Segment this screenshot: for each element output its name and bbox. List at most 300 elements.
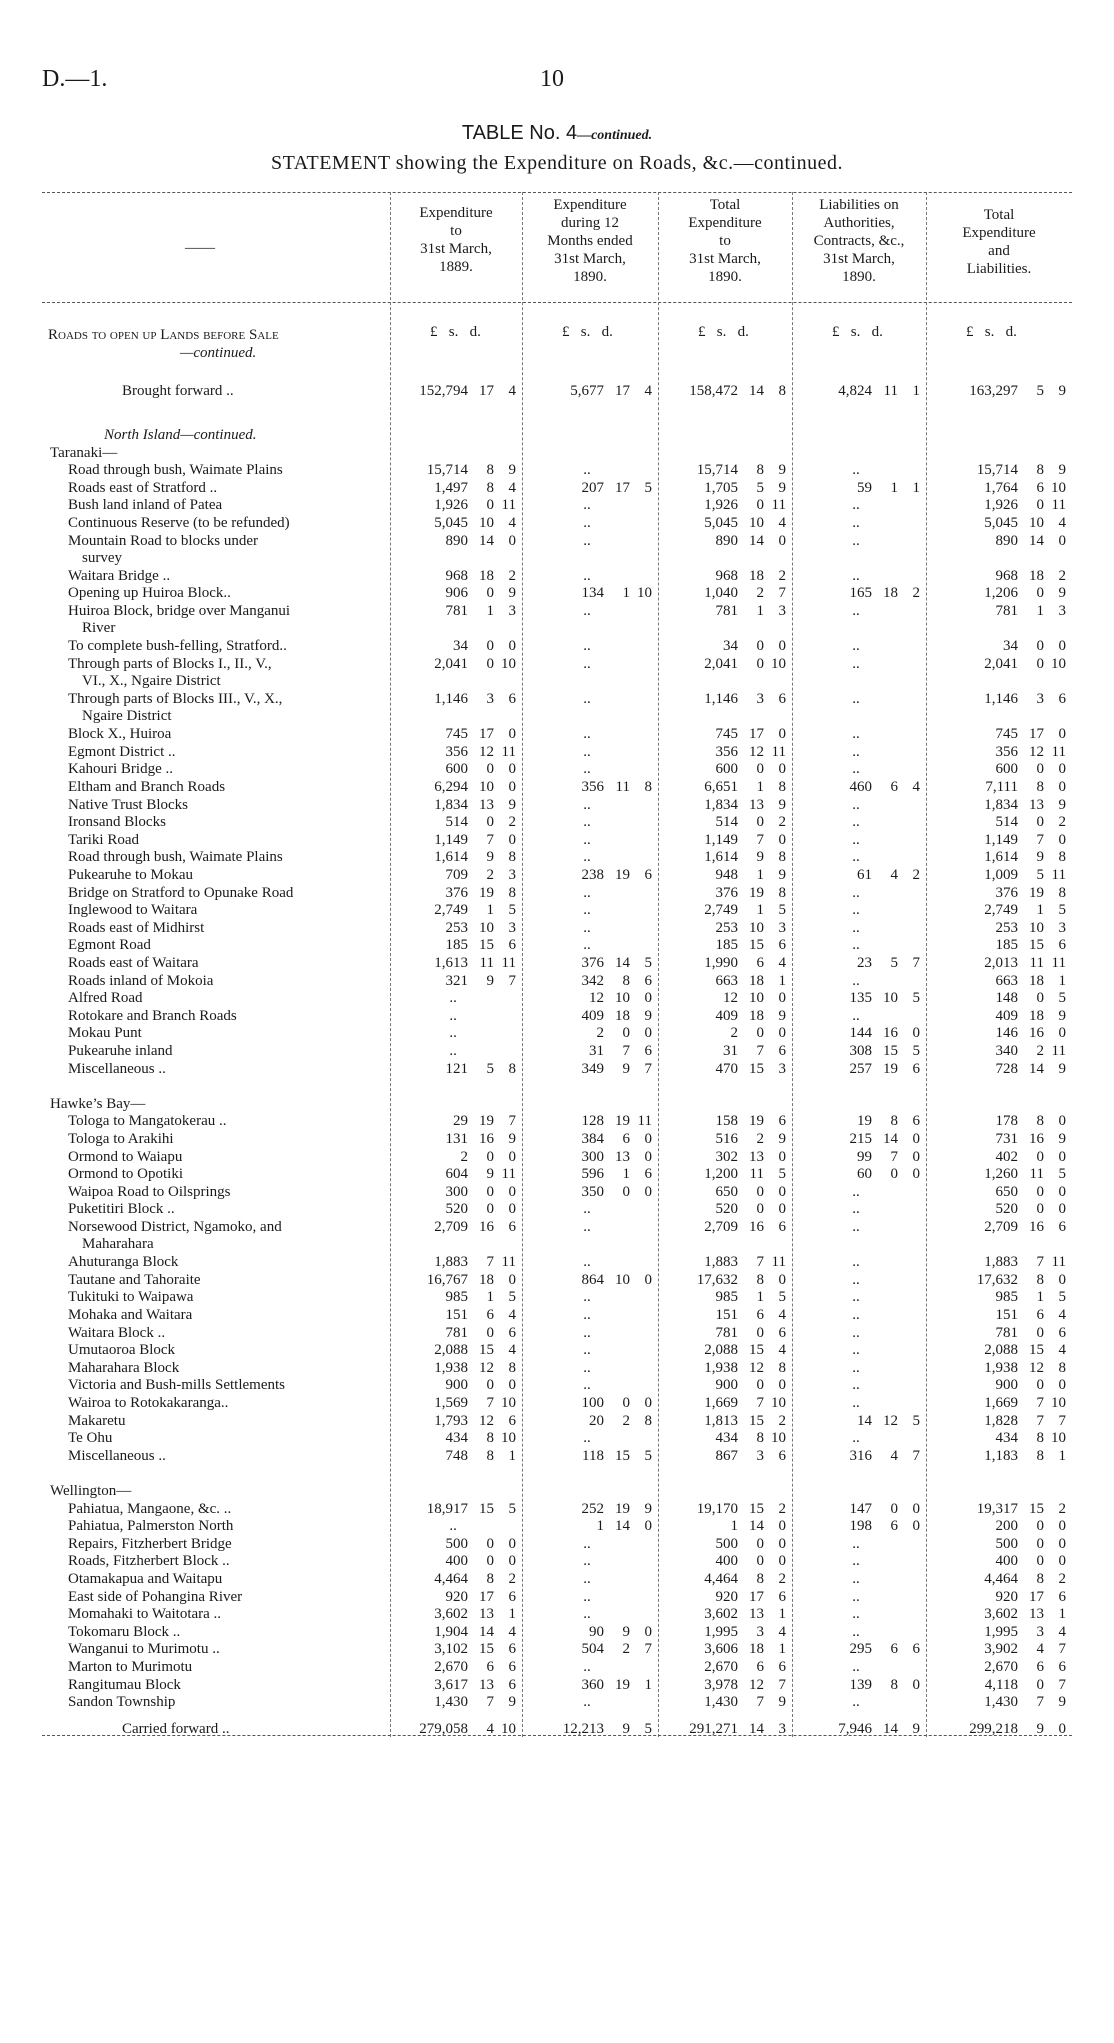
row-label: Roads east of Midhirst [68, 919, 205, 936]
cell-pounds: 7,111 [985, 779, 1018, 795]
cell-shillings: 12 [749, 1359, 764, 1376]
cell-shillings: 16 [749, 1219, 764, 1235]
cell-pence: 11 [501, 1166, 516, 1183]
cell-shillings: 10 [749, 515, 764, 531]
cell-pounds: 781 [445, 603, 468, 619]
cell-pounds: 178 [995, 1113, 1018, 1130]
table-row [0, 567, 1114, 585]
empty-cell-dots: .. [852, 1271, 860, 1288]
cell-pounds: 2,670 [434, 1659, 468, 1675]
cell-pence: 4 [778, 1342, 786, 1359]
cell-pence: 8 [508, 1060, 516, 1077]
row-label: Taranaki— [50, 444, 118, 461]
table-row [0, 778, 1114, 796]
cell-pounds: 295 [849, 1641, 872, 1658]
cell-pence: 7 [1058, 1412, 1066, 1429]
row-label: Tariki Road [68, 831, 140, 848]
region-heading [0, 444, 1114, 462]
cell-pence: 0 [1058, 1271, 1066, 1288]
cell-shillings: 13 [479, 796, 494, 813]
empty-cell-dots: .. [852, 1359, 860, 1376]
cell-shillings: 0 [486, 655, 494, 672]
cell-shillings: 14 [883, 1131, 898, 1147]
cell-pence: 10 [501, 1720, 516, 1737]
cell-pounds: 340 [995, 1043, 1018, 1059]
table-row [0, 1060, 1114, 1078]
cell-shillings: 1 [756, 1289, 764, 1306]
cell-pence: 4 [508, 383, 516, 399]
cell-shillings: 11 [749, 1166, 764, 1183]
row-label: Repairs, Fitzherbert Bridge [68, 1535, 232, 1552]
column-header-line: 1890. [708, 269, 742, 285]
cell-pounds: 4,464 [984, 1571, 1018, 1587]
cell-pence: 10 [501, 1430, 516, 1447]
cell-pence: 8 [778, 779, 786, 795]
cell-shillings: 5 [486, 1060, 494, 1077]
cell-pence: 9 [1058, 585, 1066, 602]
row-label: Roads east of Stratford .. [68, 479, 218, 496]
cell-pence: 6 [912, 1113, 920, 1130]
empty-cell-dots: .. [583, 603, 591, 619]
cell-pounds: 4,824 [838, 383, 872, 399]
row-label: Rotokare and Branch Roads [68, 1007, 237, 1024]
cell-pounds: 19,170 [696, 1500, 738, 1517]
cell-pounds: 781 [995, 603, 1018, 619]
cell-pence: 2 [1058, 567, 1066, 584]
cell-shillings: 10 [749, 990, 764, 1007]
currency-units: £ s. d. [698, 324, 749, 340]
cell-shillings: 11 [1029, 955, 1044, 971]
cell-shillings: 3 [756, 1623, 764, 1640]
row-label: Te Ohu [68, 1430, 113, 1447]
table-row [0, 1112, 1114, 1130]
cell-shillings: 13 [1029, 796, 1044, 813]
cell-shillings: 9 [756, 849, 764, 866]
cell-pounds: 906 [445, 585, 468, 602]
empty-cell-dots: .. [852, 743, 860, 760]
cell-shillings: 8 [1036, 1271, 1044, 1288]
cell-pence: 8 [778, 849, 786, 866]
cell-shillings: 8 [756, 1430, 764, 1447]
cell-shillings: 6 [890, 1518, 898, 1535]
table-row [0, 655, 1114, 689]
row-label: Wanganui to Murimotu .. [68, 1641, 220, 1658]
cell-shillings: 2 [756, 585, 764, 602]
cell-shillings: 18 [749, 1641, 764, 1658]
empty-cell-dots: .. [583, 638, 591, 655]
column-divider [658, 192, 659, 1737]
cell-pence: 0 [1058, 532, 1066, 549]
cell-pence: 0 [778, 1553, 786, 1570]
table-row [0, 1130, 1114, 1148]
cell-pounds: 163,297 [969, 383, 1018, 399]
cell-pence: 0 [1058, 831, 1066, 848]
cell-pence: 6 [912, 1060, 920, 1077]
empty-cell-dots: .. [852, 919, 860, 936]
cell-shillings: 14 [615, 955, 630, 971]
column-header-line: Expenditure [962, 225, 1036, 241]
cell-pence: 3 [778, 1060, 786, 1077]
empty-cell-dots: .. [583, 919, 591, 936]
cell-shillings: 11 [1029, 1166, 1044, 1183]
empty-cell-dots: .. [449, 1025, 457, 1042]
cell-shillings: 8 [486, 1571, 494, 1587]
row-label: Egmont Road [68, 937, 151, 954]
cell-pence: 1 [778, 1641, 786, 1658]
row-label: Tologa to Arakihi [68, 1131, 174, 1147]
cell-shillings: 8 [486, 1447, 494, 1464]
cell-pence: 2 [778, 1412, 786, 1429]
cell-pence: 9 [778, 1007, 786, 1024]
cell-pence: 0 [1058, 1025, 1066, 1042]
cell-pence: 11 [771, 743, 786, 760]
cell-pounds: 409 [995, 1007, 1018, 1024]
cell-pounds: 400 [445, 1553, 468, 1570]
cell-pence: 5 [778, 1166, 786, 1183]
cell-shillings: 2 [486, 867, 494, 883]
cell-pence: 6 [1058, 1324, 1066, 1341]
cell-shillings: 0 [486, 1148, 494, 1165]
empty-cell-dots: .. [449, 1007, 457, 1024]
cell-shillings: 6 [1036, 1307, 1044, 1323]
cell-shillings: 7 [1036, 1694, 1044, 1711]
cell-pence: 0 [508, 1148, 516, 1165]
cell-pounds: 948 [715, 867, 738, 883]
cell-pounds: 2,041 [984, 655, 1018, 672]
cell-pounds: 1,200 [704, 1166, 738, 1183]
cell-shillings: 12 [479, 743, 494, 760]
cell-pence: 11 [1051, 743, 1066, 760]
table-row [0, 1288, 1114, 1306]
cell-pounds: 7,946 [838, 1720, 872, 1737]
cell-pounds: 728 [995, 1060, 1018, 1077]
cell-shillings: 3 [486, 691, 494, 707]
empty-cell-dots: .. [583, 761, 591, 778]
cell-pounds: 31 [589, 1043, 604, 1059]
cell-shillings: 15 [1029, 937, 1044, 954]
cell-pounds: 920 [715, 1588, 738, 1605]
cell-shillings: 1 [1036, 1289, 1044, 1306]
cell-pounds: 128 [581, 1113, 604, 1130]
cell-shillings: 13 [479, 1676, 494, 1693]
cell-pence: 3 [508, 867, 516, 883]
cell-pounds: 890 [445, 532, 468, 549]
cell-pence: 11 [771, 497, 786, 514]
cell-shillings: 1 [486, 1289, 494, 1306]
cell-shillings: 6 [756, 955, 764, 971]
cell-shillings: 8 [890, 1113, 898, 1130]
cell-pounds: 5,677 [570, 383, 604, 399]
cell-pence: 8 [778, 383, 786, 399]
cell-pounds: 349 [581, 1060, 604, 1077]
cell-pounds: 2,709 [984, 1219, 1018, 1235]
row-label: Pahiatua, Mangaone, &c. .. [68, 1500, 232, 1517]
cell-pounds: 434 [445, 1430, 468, 1447]
cell-pence: 8 [644, 779, 652, 795]
cell-pence: 0 [1058, 779, 1066, 795]
cell-shillings: 11 [883, 383, 898, 399]
region-heading [0, 1482, 1114, 1500]
cell-shillings: 18 [749, 567, 764, 584]
cell-pounds: 1,206 [984, 585, 1018, 602]
doc-reference: D.—1. [42, 66, 108, 92]
cell-pounds: 900 [445, 1377, 468, 1394]
table-row [0, 1535, 1114, 1553]
cell-pence: 10 [771, 655, 786, 672]
cell-shillings: 0 [486, 638, 494, 655]
cell-pence: 0 [912, 1148, 920, 1165]
cell-pounds: 1,497 [434, 479, 468, 496]
cell-shillings: 1 [756, 603, 764, 619]
cell-pence: 1 [778, 972, 786, 989]
empty-cell-dots: .. [852, 761, 860, 778]
cell-pounds: 148 [995, 990, 1018, 1007]
cell-pounds: 1,995 [984, 1623, 1018, 1640]
cell-pence: 3 [508, 919, 516, 936]
cell-pounds: 1,146 [434, 691, 468, 707]
cell-shillings: 7 [486, 1254, 494, 1271]
cell-pounds: 514 [445, 814, 468, 831]
cell-pence: 6 [778, 1113, 786, 1130]
cell-shillings: 18 [479, 1271, 494, 1288]
cell-shillings: 0 [756, 1553, 764, 1570]
cell-shillings: 14 [749, 383, 764, 399]
empty-cell-dots: .. [583, 796, 591, 813]
cell-pounds: 253 [995, 919, 1018, 936]
row-label: Marton to Murimotu [68, 1659, 193, 1675]
cell-shillings: 0 [486, 1535, 494, 1552]
cell-pounds: 2,709 [434, 1219, 468, 1235]
cell-pence: 6 [644, 972, 652, 989]
cell-pounds: 600 [445, 761, 468, 778]
cell-pence: 9 [508, 585, 516, 602]
page-number: 10 [540, 66, 564, 92]
cell-pounds: 135 [849, 990, 872, 1007]
cell-pounds: 600 [995, 761, 1018, 778]
empty-cell-dots: .. [583, 1254, 591, 1271]
cell-pounds: 968 [445, 567, 468, 584]
cell-pounds: 731 [995, 1131, 1018, 1147]
empty-cell-dots: .. [852, 902, 860, 919]
table-row [0, 1447, 1114, 1465]
cell-pence: 5 [644, 955, 652, 971]
cell-pence: 6 [1058, 937, 1066, 954]
table-row [0, 796, 1114, 814]
column-header-line: 1890. [842, 269, 876, 285]
empty-cell-dots: .. [583, 1289, 591, 1306]
cell-pounds: 2,088 [984, 1342, 1018, 1359]
cell-pence: 0 [778, 1271, 786, 1288]
cell-pounds: 321 [445, 972, 468, 989]
cell-pounds: 3,978 [704, 1676, 738, 1693]
row-label: Pukearuhe to Mokau [68, 867, 193, 883]
cell-shillings: 19 [615, 1500, 630, 1517]
currency-units: £ s. d. [430, 324, 481, 340]
cell-shillings: 11 [479, 955, 494, 971]
cell-pence: 6 [778, 937, 786, 954]
cell-shillings: 17 [1029, 1588, 1044, 1605]
cell-pence: 9 [1058, 1007, 1066, 1024]
cell-shillings: 14 [1029, 532, 1044, 549]
column-divider [926, 192, 927, 1737]
cell-shillings: 1 [756, 867, 764, 883]
cell-shillings: 9 [1036, 849, 1044, 866]
cell-shillings: 18 [883, 585, 898, 602]
cell-pence: 0 [508, 1553, 516, 1570]
cell-pounds: 1,260 [984, 1166, 1018, 1183]
cell-shillings: 9 [486, 972, 494, 989]
empty-cell-dots: .. [583, 532, 591, 549]
cell-pence: 2 [778, 567, 786, 584]
empty-cell-dots: .. [852, 1395, 860, 1411]
column-header-line: Authorities, [823, 215, 895, 231]
cell-pence: 11 [1051, 1254, 1066, 1271]
cell-pence: 9 [508, 796, 516, 813]
cell-pence: 0 [778, 990, 786, 1007]
cell-shillings: 3 [1036, 691, 1044, 707]
cell-pounds: 1,430 [434, 1694, 468, 1711]
empty-cell-dots: .. [583, 1694, 591, 1711]
cell-shillings: 10 [615, 990, 630, 1007]
empty-cell-dots: .. [852, 726, 860, 743]
cell-shillings: 0 [486, 761, 494, 778]
row-label: Kahouri Bridge .. [68, 761, 173, 778]
cell-pence: 0 [1058, 1535, 1066, 1552]
cell-pounds: 118 [582, 1447, 604, 1464]
cell-pounds: 360 [581, 1676, 604, 1693]
column-header-line: 1889. [439, 259, 473, 275]
cell-shillings: 6 [1036, 479, 1044, 496]
empty-cell-dots: .. [449, 990, 457, 1007]
cell-pence: 1 [1058, 972, 1066, 989]
row-label: East side of Pohangina River [68, 1588, 243, 1605]
cell-pounds: 920 [445, 1588, 468, 1605]
cell-pence: 0 [508, 1271, 516, 1288]
cell-pence: 8 [1058, 849, 1066, 866]
cell-pounds: 1,614 [984, 849, 1018, 866]
cell-pounds: 316 [849, 1447, 872, 1464]
cell-pounds: 31 [723, 1043, 738, 1059]
cell-pounds: 1,705 [704, 479, 738, 496]
cell-pounds: 900 [715, 1377, 738, 1394]
cell-pounds: 3,602 [704, 1606, 738, 1623]
cell-pence: 3 [1058, 919, 1066, 936]
cell-pence: 0 [644, 990, 652, 1007]
cell-pounds: 400 [715, 1553, 738, 1570]
cell-shillings: 0 [1036, 1148, 1044, 1165]
column-header-line: Contracts, &c., [813, 233, 905, 249]
cell-pounds: 1,926 [704, 497, 738, 514]
cell-shillings: 1 [756, 779, 764, 795]
row-label: Bridge on Stratford to Opunake Road [68, 884, 294, 901]
cell-pounds: 1,834 [984, 796, 1018, 813]
cell-pounds: 121 [445, 1060, 468, 1077]
cell-pounds: 376 [581, 955, 604, 971]
cell-pence: 6 [778, 691, 786, 707]
statement-heading: STATEMENT showing the Expenditure on Roads, &c.—continued. [271, 152, 843, 174]
row-label: Roads inland of Mokoia [68, 972, 214, 989]
table-row [0, 1570, 1114, 1588]
row-label: Tukituki to Waipawa [68, 1289, 194, 1306]
cell-shillings: 0 [1036, 638, 1044, 655]
cell-pounds: 1,430 [704, 1694, 738, 1711]
cell-pence: 9 [1058, 383, 1066, 399]
cell-pence: 6 [778, 1447, 786, 1464]
cell-shillings: 3 [756, 1447, 764, 1464]
cell-pounds: 1,149 [704, 831, 738, 848]
cell-pence: 0 [1058, 1377, 1066, 1394]
cell-pounds: 356 [715, 743, 738, 760]
cell-shillings: 7 [486, 1694, 494, 1711]
cell-pence: 7 [912, 955, 920, 971]
cell-pence: 9 [644, 1500, 652, 1517]
cell-shillings: 14 [615, 1518, 630, 1535]
cell-pence: 0 [1058, 761, 1066, 778]
cell-shillings: 1 [890, 479, 898, 496]
cell-pounds: 1,569 [434, 1395, 468, 1411]
cell-shillings: 8 [486, 462, 494, 479]
cell-pounds: 5,045 [704, 515, 738, 531]
cell-shillings: 7 [756, 1043, 764, 1059]
row-label: Hawke’s Bay— [50, 1095, 146, 1112]
cell-shillings: 7 [486, 1395, 494, 1411]
cell-pence: 6 [1058, 1219, 1066, 1235]
row-label: Maharahara Block [68, 1359, 180, 1376]
cell-shillings: 0 [1036, 1324, 1044, 1341]
empty-cell-dots: .. [583, 884, 591, 901]
table-row [0, 813, 1114, 831]
row-label: Tologa to Mangatokerau .. [68, 1113, 227, 1130]
empty-cell-dots: .. [583, 1201, 591, 1218]
cell-pence: 5 [1058, 1166, 1066, 1183]
cell-shillings: 4 [486, 1720, 494, 1737]
cell-shillings: 15 [615, 1447, 630, 1464]
cell-pence: 0 [1058, 1183, 1066, 1200]
cell-shillings: 12 [479, 1359, 494, 1376]
cell-shillings: 3 [756, 691, 764, 707]
cell-pounds: 134 [581, 585, 604, 602]
cell-pence: 6 [508, 1588, 516, 1605]
empty-cell-dots: .. [852, 1694, 860, 1711]
cell-pence: 5 [1058, 902, 1066, 919]
cell-shillings: 0 [486, 1324, 494, 1341]
cell-shillings: 5 [890, 955, 898, 971]
cell-shillings: 9 [486, 1166, 494, 1183]
cell-pounds: 514 [995, 814, 1018, 831]
cell-shillings: 8 [1036, 1447, 1044, 1464]
cell-pence: 0 [644, 1271, 652, 1288]
cell-pounds: 151 [445, 1307, 468, 1323]
cell-pounds: 257 [849, 1060, 872, 1077]
cell-shillings: 6 [622, 1131, 630, 1147]
cell-pounds: 2,088 [434, 1342, 468, 1359]
cell-shillings: 18 [749, 1007, 764, 1024]
cell-pence: 0 [508, 638, 516, 655]
cell-pounds: 147 [849, 1500, 872, 1517]
cell-shillings: 7 [486, 831, 494, 848]
cell-pounds: 3,617 [434, 1676, 468, 1693]
cell-shillings: 0 [1036, 990, 1044, 1007]
row-label: Wellington— [50, 1483, 132, 1499]
cell-shillings: 0 [756, 1535, 764, 1552]
cell-shillings: 1 [1036, 902, 1044, 919]
cell-shillings: 8 [1036, 779, 1044, 795]
table-row [0, 1429, 1114, 1447]
empty-cell-dots: .. [852, 1007, 860, 1024]
cell-pence: 9 [1058, 1694, 1066, 1711]
cell-pounds: 198 [849, 1518, 872, 1535]
cell-pounds: 376 [445, 884, 468, 901]
